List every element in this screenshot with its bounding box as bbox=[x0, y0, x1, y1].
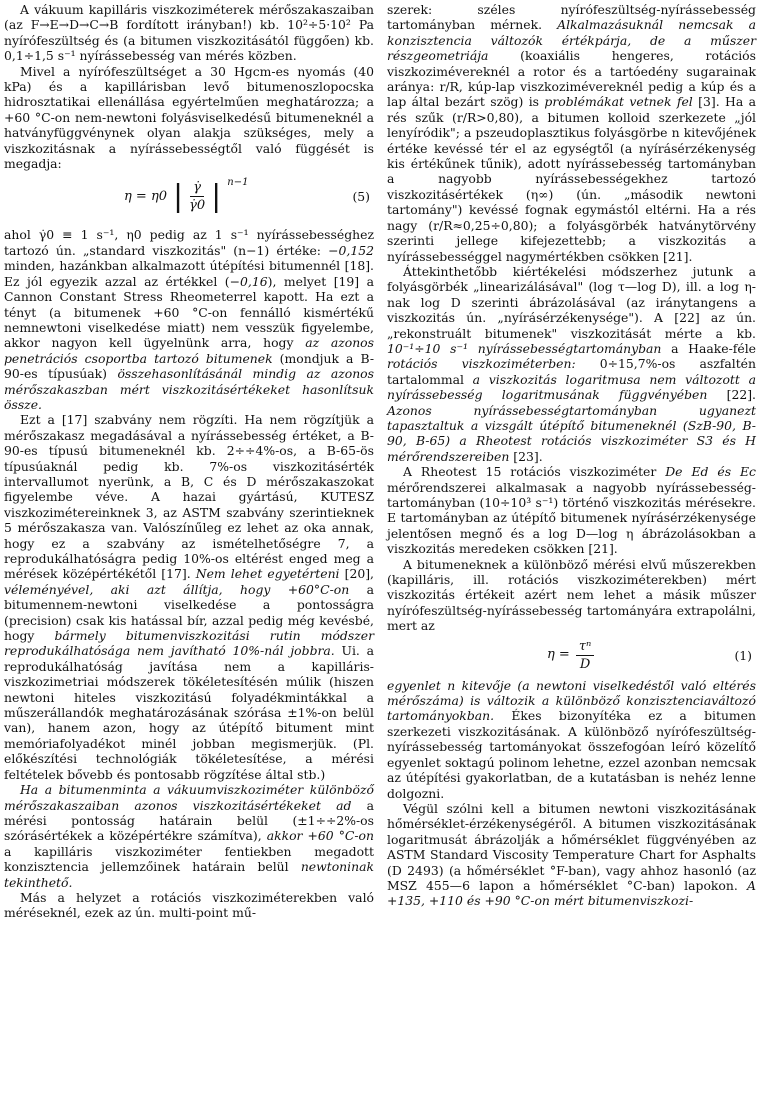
equation-5 bbox=[4, 171, 374, 227]
fraction-denominator: D bbox=[579, 656, 591, 672]
fraction-denominator: γ̇0 bbox=[189, 198, 206, 214]
paragraph: egyenlet n kitevője (a newtoni viselkedéstől való eltérés mérőszáma) is változik a különböző konzisztenciaváltozó tartományokban. Ékes bizonyítéka ez a bitumen szerkezeti viszkozitásának. A különböző nyírófeszültség-nyírássebesség tartományokat összefogóan leíró közelítő egyenlet soktagú polinom lehetne, ezzel azonban nemcsak az útépítési gyakorlatban, de a kutatásban is nehéz lenne dolgozni. bbox=[387, 677, 756, 801]
left-column bbox=[4, 2, 374, 921]
equation-number: (1) bbox=[734, 647, 752, 663]
fraction bbox=[576, 638, 594, 673]
paragraph: Ha a bitumenminta a vákuumviszkoziméter különböző mérőszakaszaiban azonos viszkozitásértékeket ad a mérési pontosság határain belül (±1÷÷2%-os szórásértékek a középértékre számítva), akkor +60 °C-on a kapilláris viszkoziméter fentiekben megadott konzisztencia jellemzőinek határain belül newtoninak tekinthető. bbox=[4, 782, 374, 890]
paragraph: szerek: széles nyírófeszültség-nyírássebesség tartományban mérnek. Alkalmazásuknál nemcsak a konzisztencia változók értékpárja, de a műszer részgeometriája (koaxiális hengeres, rotációs viszkozimévereknél a rotor és a tartóedény sugarainak aránya: r/R, kúp-lap viszkozimévereknél pedig a kúp és a lap által bezárt szög) is problémákat vetnek fel [3]. Ha a rés szűk (r/R>0,80), a bitumen kolloid szerkezete „jól lenyíródik"; a pszeudoplasztikus folyásgörbe n kitevőjének értéke kevéssé tér el az egységtől (a nyírásérzékenység kis értékűnek tűnik), adott nyírássebesség tartományban a nagyobb nyírássebességekhez tartozó viszkozitásértékek (η∞) (ún. „második newtoni tartomány") kevéssé fognak egymástól eltérni. Ha a rés nagy (r/R≈0,25÷0,80); a folyásgörbék hatványtörvény szerinti jellege kifejezettebb; a viszkozitás a nyírássebességgel nagymértékben csökken [21]. bbox=[387, 2, 756, 264]
paragraph: Ezt a [17] szabvány nem rögzíti. Ha nem rögzítjük a mérőszakasz megadásával a nyírássebesség értéket, a B-90-es típusú bitumeneknél kb. 2÷÷4%-os, a B-65-ös típusúaknál pedig kb. 7%-os viszkozitásérték intervallumot nyerünk, a B, C és D mérőszakaszokat figyelembe véve. A hazai gyártású, KUTESZ viszkoziméterei​nknek 3, az ASTM szabvány szerintieknek 5 mérőszakasza van. Valószínűleg ez lehet az oka annak, hogy ez a szabvány az ismételhetőségre 7, a reprodukálhatóságra pedig 10%-os eltérést enged meg a mérések középértékétől [17]. Nem lehet egyetérteni [20], véleményével, aki azt állítja, hogy +60°C-on a bitumennem-newtoni viselkedése a pontosságra (precision) csak kis hatással bír, azzal pedig még kevésbé, hogy bármely bitumenviszkozitási rutin módszer reprodukálhatósága nem javítható 10%-nál jobbra. Ui. a reprodukálhatóság javítása nem a kapilláris-viszkozimetriai módszerek tökéletesítésén múlik (hiszen newtoni hiteles viszkozitású folyadékmintákkal a műszerállandók meghatározásának szórása ±1%-on belül van), hanem azon, hogy az útépítő bitument mint memóriafolyadékot minél jobban megismerjük. (Pl. előkészítési technológiák tökéletesítése, a mérési feltételek bővebb és pontosabb rögzítése által stb.) bbox=[4, 412, 374, 782]
right-column bbox=[387, 2, 756, 909]
bracket: | bbox=[211, 178, 222, 214]
paragraph: A vákuum kapilláris viszkoziméterek mérőszakaszaiban (az F→E→D→C→B fordított irányban!) kb. 10²÷5·10² Pa nyírófeszültség és (a bitumen viszkozitásától függően) kb. 0,1÷1,5 s⁻¹ nyírássebesség van mérés közben. bbox=[4, 2, 374, 64]
paragraph: Mivel a nyírófeszültséget a 30 Hgcm-es nyomás (40 kPa) és a kapillárisban levő bitumenoszlopocska hidrosztatikai ellenállása egyértelműen meghatározza; a +60 °C-on nem-newtoni folyásviselkedésű bitumeneknél a hatványfüggvénynek olyan alakja szükséges, mely a viszkozitásnak a nyírássebességtől való függését is megadja: bbox=[4, 63, 374, 172]
fraction-numerator: γ̇ bbox=[190, 179, 204, 197]
fraction-numerator: τⁿ bbox=[576, 638, 594, 656]
paragraph: Áttekinthetőbb kiértékelési módszerhez jutunk a folyásgörbék „linearizálásával" (log τ—log D), ill. a log η-nak log D szerinti ábrázolásával (az iránytangens a viszkozitás ún. „nyírásérzékenysége"). A [22] az ún. „rekonstruált bitumenek" viszkozitását mérte a kb. 10⁻¹÷10 s⁻¹ nyírássebességtartományban a Haake-féle rotációs viszkoziméterben: 0÷15,7%-os aszfaltén tartalommal a viszkozitás logaritmusa nem változott a nyírássebesség logaritmusának függvényében [22]. Azonos nyírássebességtartományban ugyanezt tapasztaltuk a vizsgált útépítő bitumeneknél (SzB-90, B-90, B-65) a Rheotest rotációs viszkoziméter S3 és H mérőrendszereiben [23]. bbox=[387, 263, 757, 464]
equation-lhs: η = bbox=[547, 647, 570, 663]
exponent: n−1 bbox=[227, 177, 249, 189]
paragraph: Végül szólni kell a bitumen newtoni viszkozitásának hőmérséklet-érzékenységéről. A bitumen viszkozitásának logaritmusát ábrázolják a hőmérséklet függvényében az ASTM Standard Viscosity Temperature Chart for Asphalts (D 2493) (a hőmérséklet °F-ban), vagy ahhoz hasonló (az MSZ 455—6 lapon a hőmérséklet °C-ban) lapokon. A +135, +110 és +90 °C-on mért bitumenviszkozi- bbox=[387, 800, 756, 909]
equation-number: (5) bbox=[352, 189, 370, 205]
bracket: | bbox=[173, 178, 184, 214]
paragraph: A bitumeneknek a különböző mérési elvű műszerekben (kapilláris, ill. rotációs viszkoziméterekben) mért viszkozitás értékeit azért nem lehet a másik műszer nyírófeszültség-nyírássebesség tartományára extrapolálni, mert az bbox=[387, 556, 756, 634]
equation-lhs: η = η0 bbox=[124, 189, 168, 205]
paragraph: ahol γ̇0 ≡ 1 s⁻¹, η0 pedig az 1 s⁻¹ nyírássebességhez tartozó ún. „standard viszkozitás" (n−1) értéke: −0,152 minden, hazánkban alkalmazott útépítési bitumennél [18]. Ez jól egyezik azzal az értékkel (−0,16), melyet [19] a Cannon Constant Stress Rheometerrel kapott. Ha ezt a tényt (a bitumenek +60 °C-on fennálló kismértékű nemnewtoni viselkedése miatt) nem vesszük figyelembe, akkor nagyon kell ügyelnünk arra, hogy az azonos penetrációs csoportba tartozó bitumenek (mondjuk a B-90-es típusúak) összehasonlításánál mindig az azonos mérőszakaszban mért viszkozitásértékeket hasonlítsuk össze. bbox=[4, 227, 375, 412]
fraction bbox=[189, 179, 205, 214]
paragraph: A Rheotest 15 rotációs viszkoziméter De Ed és Ec mérőrendszerei alkalmasak a nagyobb nyírássebesség-tartományban (10÷10³ s⁻¹) történő viszkozitás mérésekre. E tartományban az útépítő bitumenek nyírásérzékenysége jelentősen megnő és a log D—log η ábrázolásokban a viszkozitás meredeken csökken [21]. bbox=[387, 464, 756, 557]
equation-1 bbox=[387, 634, 756, 678]
paragraph: Más a helyzet a rotációs viszkoziméterekben való méréseknél, ezek az ún. multi-point mű- bbox=[4, 889, 374, 921]
